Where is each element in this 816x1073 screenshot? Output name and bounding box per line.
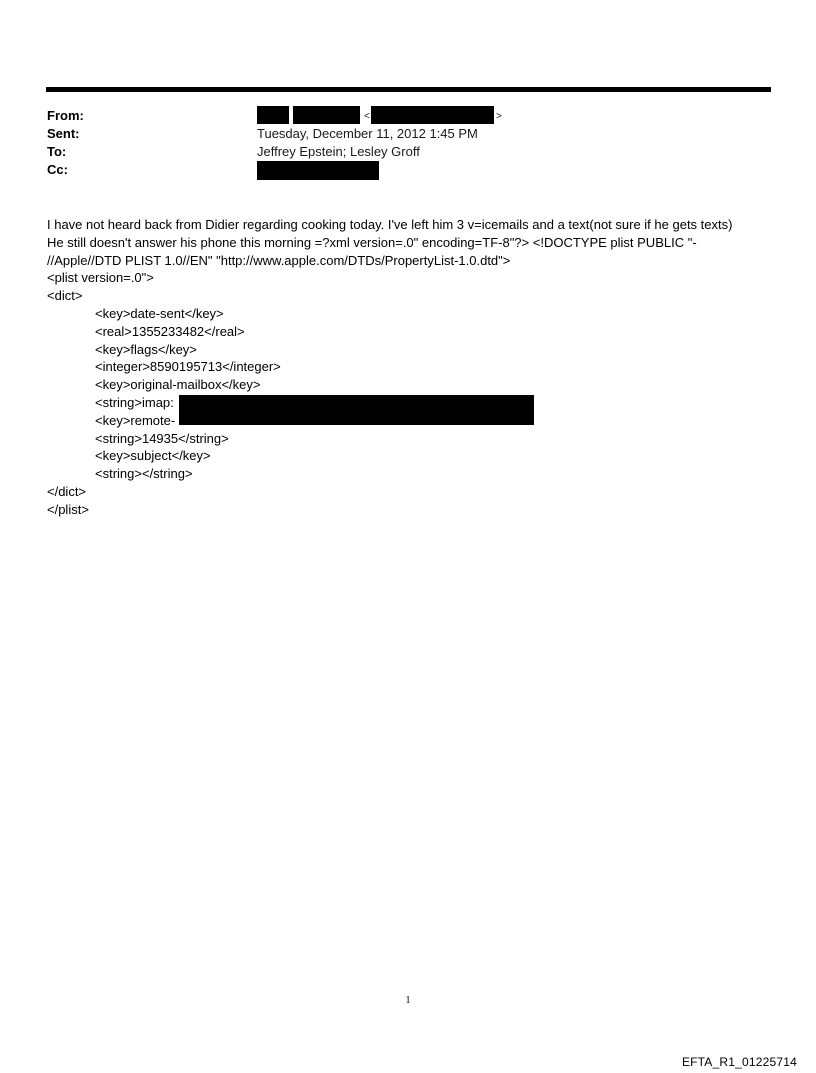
body-line: <key>flags</key> bbox=[95, 341, 197, 357]
email-body bbox=[47, 216, 787, 519]
from-open-angle: < bbox=[364, 111, 370, 122]
body-line: <key>date-sent</key> bbox=[95, 305, 224, 321]
body-line: <string></string> bbox=[95, 466, 193, 482]
header-rule bbox=[46, 87, 771, 92]
body-line: <integer>8590195713</integer> bbox=[95, 359, 281, 375]
body-line: <dict> bbox=[47, 288, 83, 304]
redaction-from-last-name bbox=[293, 106, 360, 124]
from-label: From: bbox=[47, 108, 84, 123]
body-line: </plist> bbox=[47, 501, 89, 517]
body-line: <key>original-mailbox</key> bbox=[95, 377, 261, 393]
document-id: EFTA_R1_01225714 bbox=[681, 1055, 797, 1069]
redaction-from-first-name bbox=[257, 106, 289, 124]
redaction-from-email bbox=[371, 106, 494, 124]
body-line: <real>1355233482</real> bbox=[95, 323, 245, 339]
redaction-mailbox bbox=[179, 395, 534, 425]
cc-label: Cc: bbox=[47, 162, 68, 177]
body-line: <key>subject</key> bbox=[95, 448, 211, 464]
from-close-angle: > bbox=[496, 111, 502, 122]
body-line: <key>remote- bbox=[95, 412, 176, 428]
body-line: <string>imap: bbox=[95, 394, 174, 410]
body-line: I have not heard back from Didier regarding cooking today. I've left him 3 v=icemails and a text(not sure if he gets texts) bbox=[47, 217, 733, 232]
sent-label: Sent: bbox=[47, 126, 80, 141]
body-line: <string>14935</string> bbox=[95, 430, 229, 446]
to-value: Jeffrey Epstein; Lesley Groff bbox=[257, 144, 420, 159]
body-line: //Apple//DTD PLIST 1.0//EN" "http://www.apple.com/DTDs/PropertyList-1.0.dtd"> bbox=[47, 252, 511, 268]
body-line: <plist version=.0"> bbox=[47, 270, 154, 286]
body-line: He still doesn't answer his phone this morning =?xml version=.0" encoding=TF-8"?> <!DOCTYPE plist PUBLIC "- bbox=[47, 234, 697, 250]
sent-value: Tuesday, December 11, 2012 1:45 PM bbox=[257, 126, 478, 141]
body-line: </dict> bbox=[47, 483, 87, 499]
to-label: To: bbox=[47, 144, 67, 159]
page-number: 1 bbox=[405, 995, 411, 1006]
redaction-cc bbox=[257, 161, 379, 180]
